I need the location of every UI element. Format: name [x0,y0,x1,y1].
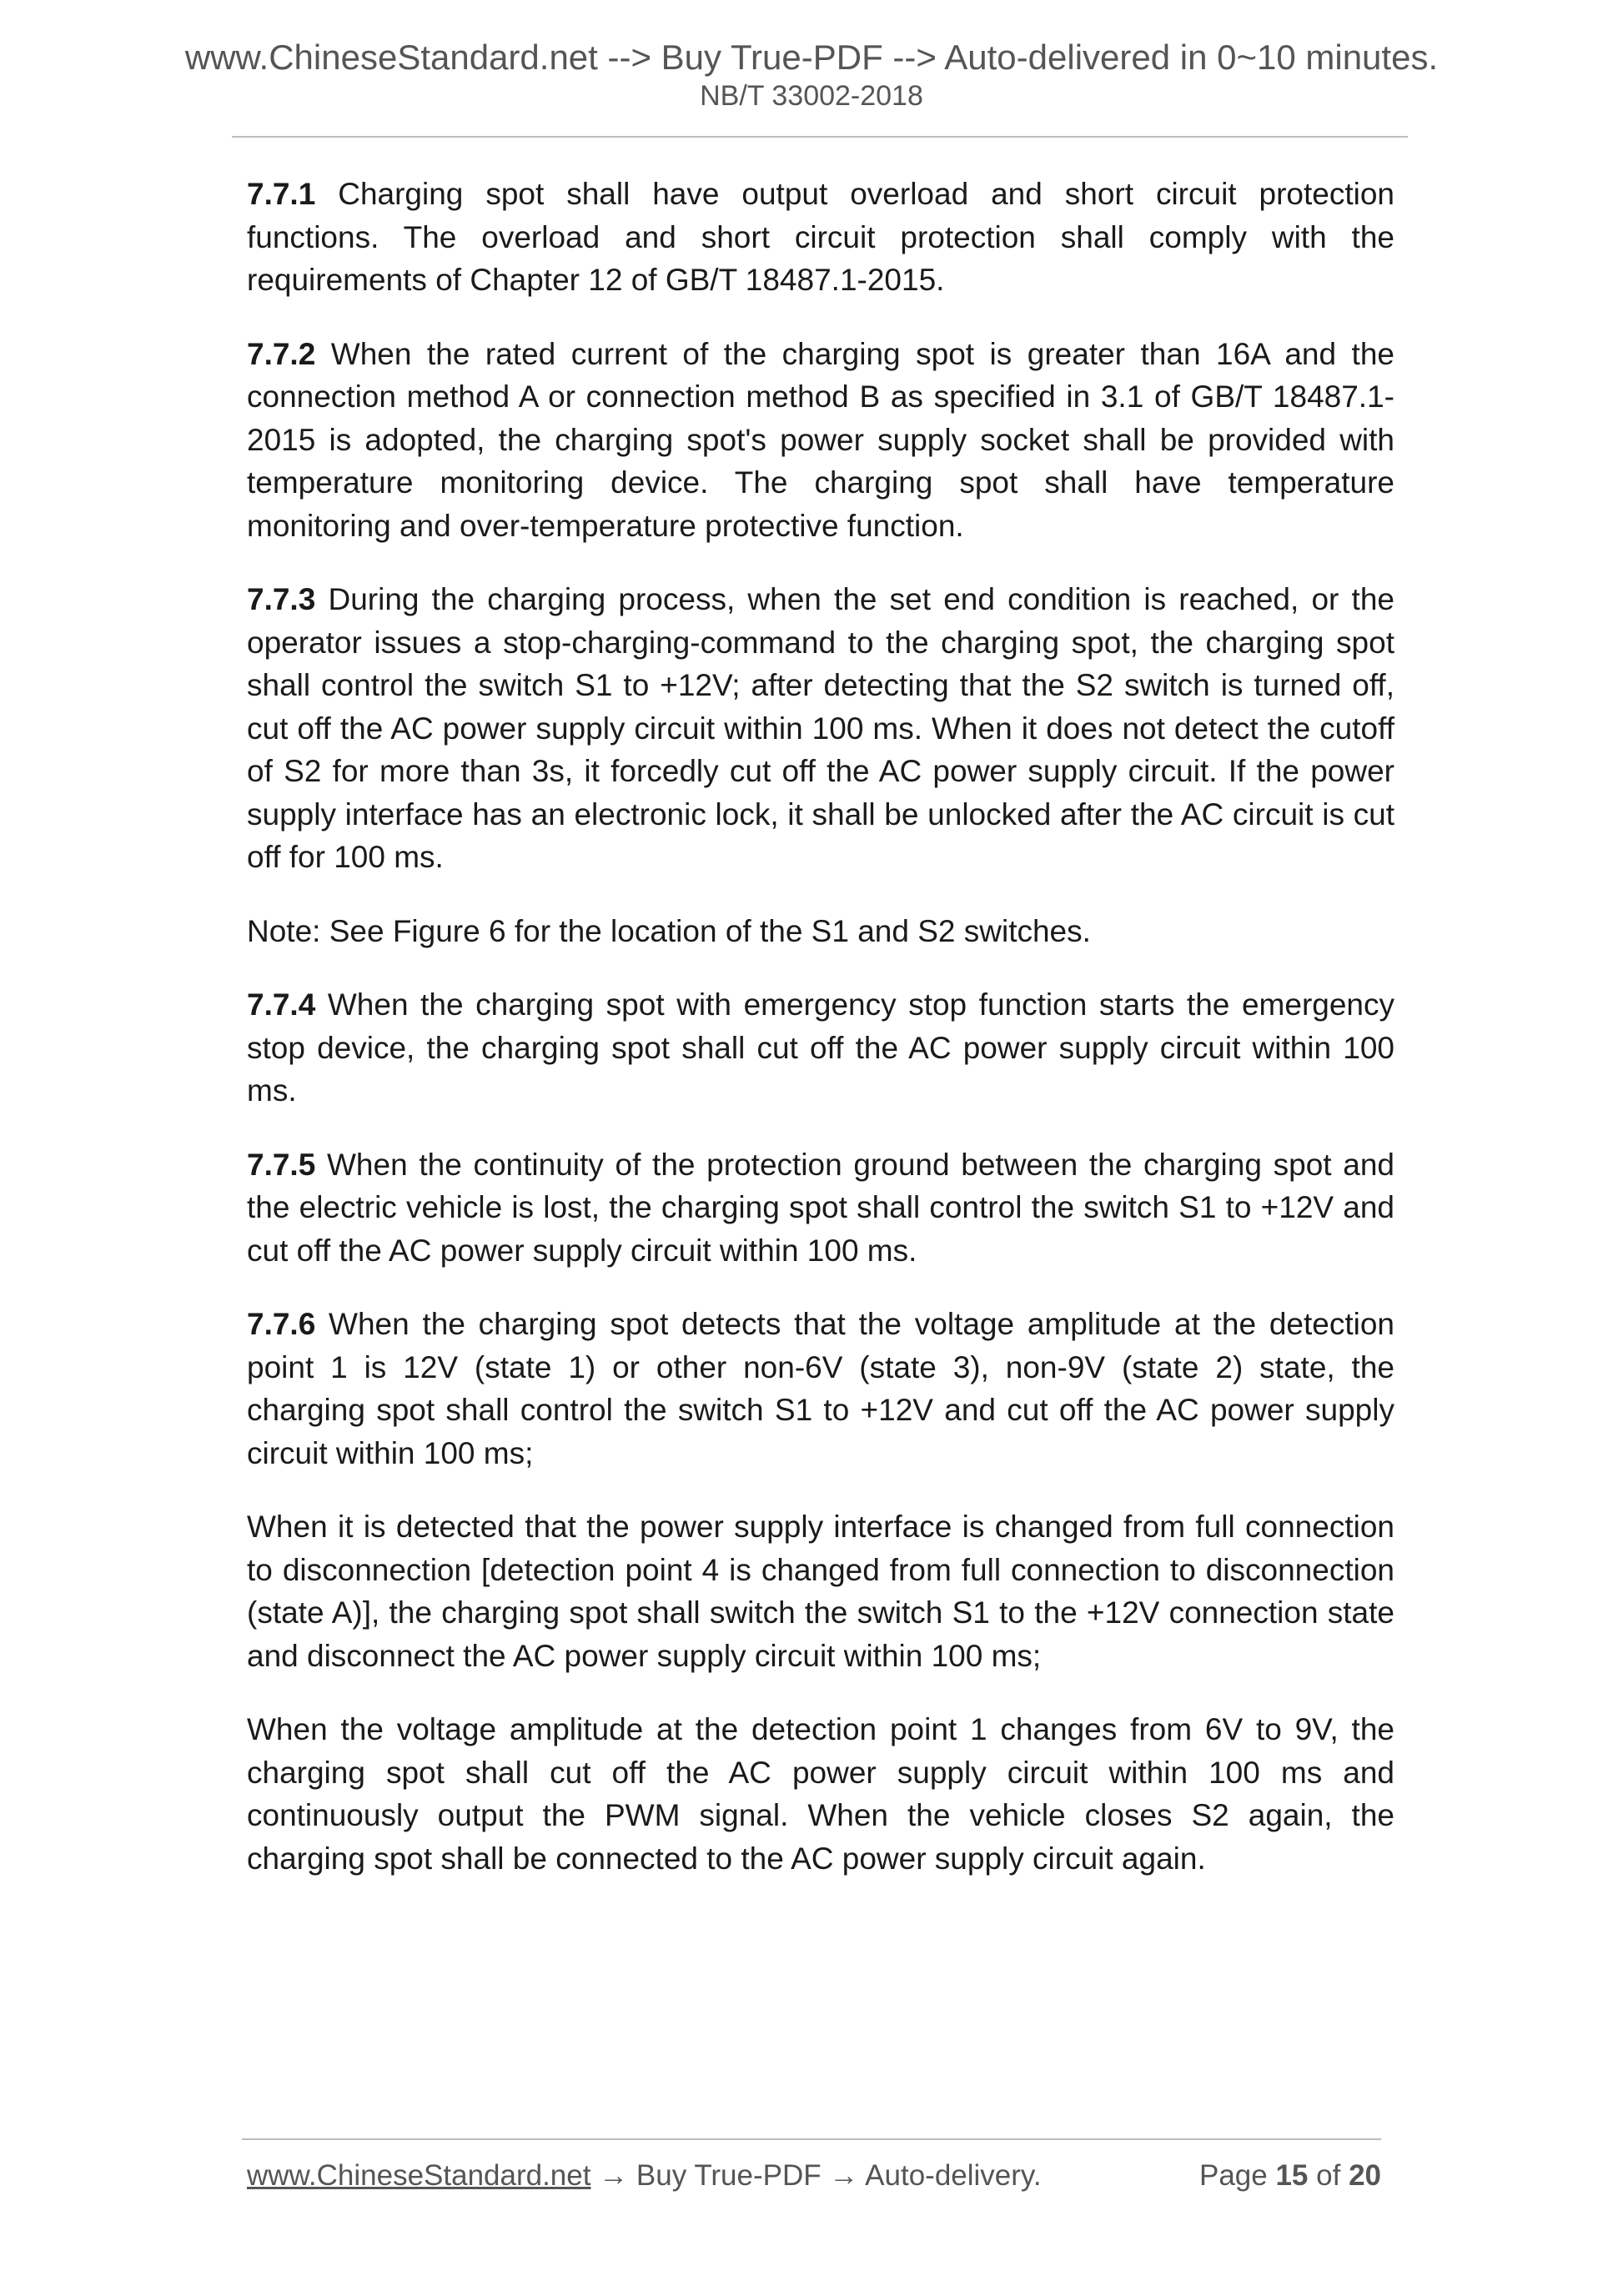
page-total: 20 [1349,2159,1381,2192]
page-footer [247,2158,1381,2193]
clause-7-7-2 [247,333,1394,548]
clause-7-7-6-continued-1 [247,1505,1394,1677]
clause-7-7-5 [247,1143,1394,1273]
clause-text: When the voltage amplitude at the detection point 1 changes from 6V to 9V, the charging spot shall cut off the AC power supply circuit within 100 ms and continuously output the PWM signal. When the vehicle closes S2 again, the charging spot shall be connected to the AC power supply circuit again. [247,1712,1394,1876]
clause-7-7-6-continued-2 [247,1708,1394,1880]
clause-text: When the continuity of the protection ground between the charging spot and the electric vehicle is lost, the charging spot shall control the switch S1 to +12V and cut off the AC power supply circuit within 100 ms. [247,1147,1394,1268]
page-label: Page [1198,2159,1268,2192]
clause-number: 7.7.4 [247,987,316,1022]
clause-7-7-4 [247,983,1394,1113]
clause-7-7-3 [247,578,1394,879]
note-paragraph [247,910,1394,953]
clause-text: When the charging spot with emergency stop function starts the emergency stop device, the charging spot shall cut off the AC power supply circuit within 100 ms. [247,987,1394,1108]
footer-divider [242,2138,1381,2140]
clause-text: During the charging process, when the set end condition is reached, or the operator issues a stop-charging-command to the charging spot, the charging spot shall control the switch S1 to +12V; after detecting that the S2 switch is turned off, cut off the AC power supply circuit within 100 ms. When it does not detect the cutoff of S2 for more than 3s, it forcedly cut off the AC power supply circuit. If the power supply interface has an electronic lock, it shall be unlocked after the AC circuit is cut off for 100 ms. [247,582,1394,874]
page-number: 15 [1275,2159,1309,2192]
clause-7-7-6 [247,1303,1394,1475]
clause-number: 7.7.3 [247,582,316,616]
page-of-label: of [1316,2159,1341,2192]
clause-text: When the rated current of the charging spot is greater than 16A and the connection method A or connection method B as specified in 3.1 of GB/T 18487.1-2015 is adopted, the charging spot's power supply socket shall be provided with temperature monitoring device. The charging spot shall have temperature monitoring and over-temperature protective function. [247,336,1394,543]
clause-text: When it is detected that the power supply interface is changed from full connection to disconnection [detection point 4 is changed from full connection to disconnection (state A)], the charging spot shall switch the switch S1 to the +12V connection state and disconnect the AC power supply circuit within 100 ms; [247,1510,1394,1673]
footer-website-link[interactable]: www.ChineseStandard.net [247,2159,591,2192]
footer-tagline: → Buy True-PDF → Auto-delivery. [590,2159,1042,2192]
clause-text: Charging spot shall have output overload and short circuit protection functions. The overload and short circuit protection shall comply with the requirements of Chapter 12 of GB/T 18487.1-2015. [247,177,1394,297]
page-indicator [1199,2158,1381,2193]
document-code: NB/T 33002-2018 [700,80,923,112]
note-text: Note: See Figure 6 for the location of the S1 and S2 switches. [247,913,1091,948]
header-divider [232,136,1408,138]
clause-text: When the charging spot detects that the voltage amplitude at the detection point 1 is 12V (state 1) or other non-6V (state 3), non-9V (state 2) state, the charging spot shall control the switch S1 to +12V and cut off the AC power supply circuit within 100 ms; [247,1307,1394,1470]
document-body [247,173,1394,1911]
clause-number: 7.7.5 [247,1147,316,1182]
clause-7-7-1 [247,173,1394,302]
clause-number: 7.7.1 [247,177,316,211]
clause-number: 7.7.2 [247,336,316,371]
clause-number: 7.7.6 [247,1307,316,1341]
top-banner: www.ChineseStandard.net --> Buy True-PDF --> Auto-delivered in 0~10 minutes. [184,38,1439,77]
